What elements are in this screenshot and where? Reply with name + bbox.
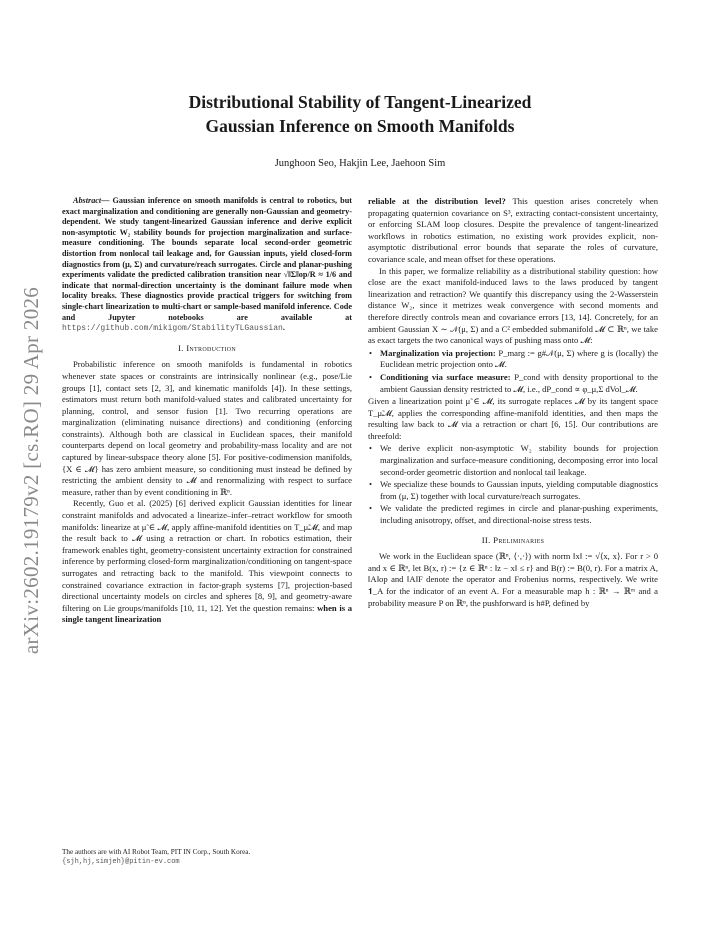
intro-paragraph-2-text: Recently, Guo et al. (2025) [6] derived explicit Gaussian identities for linear constraint manifolds and advocated a linearize–infer–retract workflow for smooth manifolds: linearize at μ̃ ∈ 𝓜, apply affine-manifold identities on T_μ̃𝓜, and map the result back to 𝓜 using a retraction or chart. In robotics estimation, their framework enables tight, geometry-consistent uncertainty extraction for constrained inference by performing closed-form marginalization/conditioning on tangent-space surrogates and retracting back to the manifold. This viewpoint connects to constrained covariance extraction in factor-graph systems [7], projection-based directional uncertainty models on circles and spheres [8, 9], and geometry-aware filtering on Lie groups/manifolds [10, 11, 12]. Yet the question remains:	[62, 498, 352, 613]
intro-paragraph-5: Given a linearization point μ̃ ∈ 𝓜, its surrogate replaces 𝓜 by its tangent space T_μ̃𝓜, applies the corresponding affine-manifold identities, and then maps the resulting law back to 𝓜 via a retraction or chart [6, 15]. Our contributions are threefold:	[368, 396, 658, 441]
abstract-text: Gaussian inference on smooth manifolds is central to robotics, but exact marginalization and conditioning are generally non-Gaussian and geometry-dependent. We study tangent-linearized Gaussian inference and derive explicit non-asymptotic W₂ stability bounds for projection marginalization and surface-measure conditioning. The bounds separate local second-order geometric distortion from nonlocal tail leakage and, for Gaussian inputs, yield closed-form diagnostics from (μ, Σ) and curvature/reach surrogates. Circle and planar-pushing experiments validate the predicted calibration transition near √‖Σ‖op/R ≈ 1/6 and indicate that normal-direction uncertainty is the dominant failure mode when locality breaks. These diagnostics provide practical triggers for switching from single-chart linearization to multi-chart or sample-based manifold inference. Code and Jupyter notebooks are available at	[62, 196, 353, 322]
right-column	[368, 196, 658, 609]
prelim-paragraph-1: We work in the Euclidean space (ℝⁿ, ⟨·,·⟩) with norm ‖x‖ := √⟨x, x⟩. For r > 0 and x ∈ ℝⁿ, let B(x, r) := {z ∈ ℝⁿ : ‖z − x‖ ≤ r} and B(r) := B(0, r). For a matrix A, ‖A‖op and ‖A‖F denote the operator and Frobenius norms, respectively. We write 𝟏_A for the indicator of an event A. For a measurable map h : ℝⁿ → ℝᵐ and a probability measure P on ℝⁿ, the pushforward is h#P, defined by	[368, 551, 658, 608]
arxiv-stamp	[12, 260, 52, 680]
definition-list	[368, 348, 658, 395]
section-title: Preliminaries	[493, 534, 545, 545]
title-line-2: Gaussian Inference on Smooth Manifolds	[205, 116, 515, 136]
section-number: II.	[481, 534, 491, 545]
research-question: when is a single tangent linearization	[62, 602, 352, 625]
contribution-item: • We validate the predicted regimes in circle and planar-pushing experiments, including anisotropy, offset, and directional-noise stress tests.	[380, 503, 658, 526]
paper-title	[100, 90, 620, 138]
contribution-item: • We derive explicit non-asymptotic W₂ stability bounds for projection marginalization and surface-measure conditioning, decomposing error into local second-order geometric distortion and nonlocal tail leakage.	[380, 443, 658, 478]
intro-paragraph-1: Probabilistic inference on smooth manifolds is fundamental in robotics whenever state spaces or constraints are intrinsically nonlinear (e.g., pose/Lie groups [1], contact sets [2, 3], and kinematic manifolds [4]). In these settings, estimators must return both manifold-valued states and calibrated uncertainty for planning, control, and sensor fusion [1]. Two recurring operations are marginalization (eliminating nuisance directions) and conditioning (enforcing constraints). Although both are classical in Euclidean spaces, their manifold counterparts depend on local geometry and probability-mass locality and are not captured by linear-subspace theory alone [5]. For positive-codimension manifolds, {X ∈ 𝓜} has zero ambient measure, so conditioning must instead be defined by restricting the ambient density to 𝓜 and renormalizing with respect to surface measure, rather than by event conditioning in ℝⁿ.	[62, 359, 352, 497]
definition-item	[380, 348, 658, 371]
definition-text: P_marg := g#𝒩(μ, Σ) where g is (locally) the Euclidean metric projection onto 𝓜.	[380, 347, 659, 370]
abstract-label: Abstract	[73, 196, 102, 205]
code-link[interactable]: https://github.com/mikigom/StabilityTLGaussian	[62, 324, 283, 334]
arxiv-identifier: arXiv:2602.19179v2 [cs.RO] 29 Apr 2026	[19, 286, 44, 654]
intro-paragraph-3	[368, 196, 658, 266]
author-list: Junghoon Seo, Hakjin Lee, Jaehoon Sim	[274, 158, 446, 169]
author-emails: {sjh,hj,simjeh}@pitin-ev.com	[62, 857, 180, 866]
abstract-dash: —	[101, 196, 113, 205]
left-column	[62, 196, 352, 626]
definition-text: P_cond with density proportional to the ambient Gaussian density restricted to 𝓜, i.e., dP_cond ∝ φ_μ,Σ dVol_𝓜.	[380, 371, 658, 394]
section-heading-introduction	[62, 343, 352, 355]
intro-paragraph-3-text: This question arises concretely when propagating quaternion covariance on S³, extracting contact-consistent uncertainty, or enforcing SLAM loop closures. Despite the prevalence of tangent-linearized workflows in robotics estimation, no existing work provides explicit, non-asymptotic distributional error bounds that separate the roles of curvature, covariance scale, and mean offset for these operations.	[368, 196, 658, 264]
section-title: Introduction	[186, 342, 237, 353]
definition-term: Conditioning via surface measure:	[380, 371, 511, 382]
contribution-list	[368, 443, 658, 526]
contribution-item: • We specialize these bounds to Gaussian inputs, yielding computable diagnostics from (μ, Σ) together with local curvature/reach surrogates.	[380, 479, 658, 502]
title-line-1: Distributional Stability of Tangent-Linearized	[188, 92, 532, 112]
definition-term: Marginalization via projection:	[380, 347, 496, 358]
abstract	[62, 196, 352, 335]
intro-paragraph-4: In this paper, we formalize reliability as a distributional stability question: how close are the exact manifold-induced laws to the laws produced by tangent linearization and retraction? We quantify this discrepancy using the 2-Wasserstein distance W₂, since it metrizes weak convergence with second moments and therefore directly controls mean and covariance errors [13, 14]. Concretely, for an ambient Gaussian X ∼ 𝒩(μ, Σ) and a C² embedded submanifold 𝓜 ⊂ ℝⁿ, we take as exact targets the two canonical ways of pushing mass onto 𝓜:	[368, 265, 658, 346]
section-heading-preliminaries	[368, 535, 658, 547]
affiliation-note: The authors are with AI Robot Team, PIT IN Corp., South Korea.	[62, 848, 251, 856]
research-question-cont: reliable at the distribution level?	[368, 196, 506, 206]
section-number: I.	[177, 342, 184, 353]
definition-item	[380, 372, 658, 395]
footnote	[62, 848, 352, 868]
intro-paragraph-2	[62, 498, 352, 626]
abstract-end: .	[282, 323, 285, 333]
